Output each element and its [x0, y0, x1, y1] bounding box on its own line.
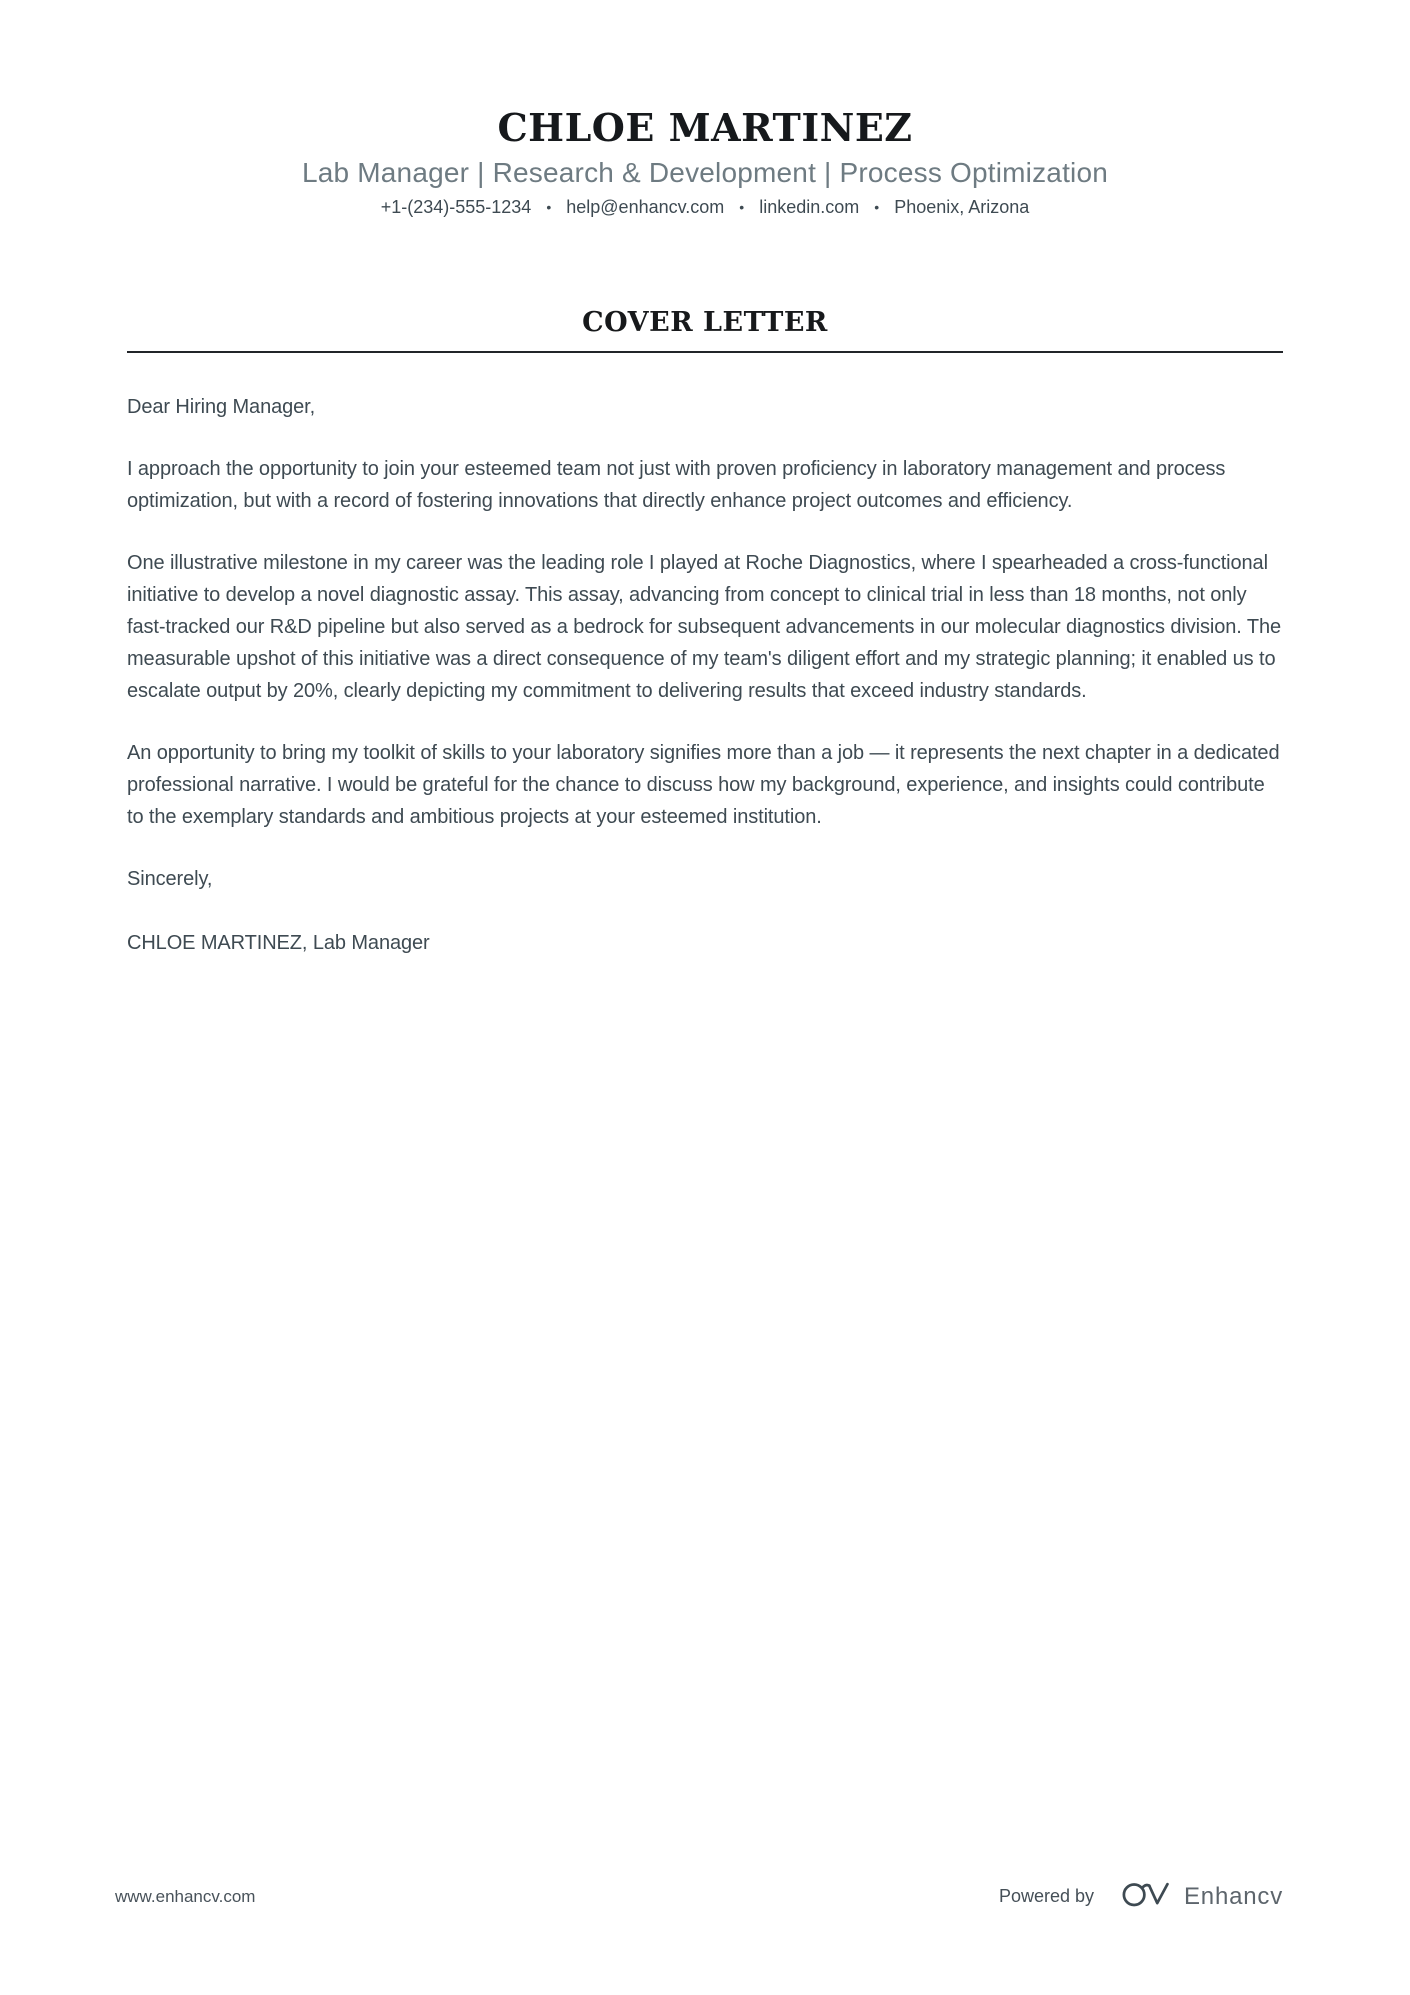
bullet-separator-icon: •	[546, 199, 552, 215]
section-title: COVER LETTER	[582, 307, 828, 338]
website-link[interactable]: www.enhancv.com	[115, 1886, 256, 1906]
contact-location: Phoenix, Arizona	[894, 197, 1030, 217]
powered-by-group	[999, 1878, 1283, 1915]
enhancv-wordmark: Enhancv	[1184, 1882, 1283, 1910]
salutation: Dear Hiring Manager,	[127, 396, 316, 418]
page-footer	[115, 1878, 1283, 1915]
signature: CHLOE MARTINEZ, Lab Manager	[127, 932, 430, 954]
paragraph: I approach the opportunity to join your esteemed team not just with proven proficiency in laboratory management and process optimization, but with a record of fostering innovations that directly enhance project outcomes and efficiency.	[127, 458, 1226, 512]
contact-phone: +1-(234)-555-1234	[380, 197, 532, 217]
powered-by-label: Powered by	[998, 1886, 1094, 1906]
bullet-separator-icon: •	[874, 199, 880, 215]
candidate-headline: Lab Manager | Research & Development | Process Optimization	[301, 157, 1109, 188]
candidate-name: CHLOE MARTINEZ	[497, 105, 913, 150]
contact-email[interactable]: help@enhancv.com	[566, 197, 725, 217]
closing: Sincerely,	[127, 868, 213, 890]
enhancv-infinity-icon	[1122, 1878, 1172, 1915]
letter-text	[127, 391, 1283, 959]
letter-header	[0, 0, 1410, 220]
letter-body-section	[127, 308, 1283, 959]
paragraph: An opportunity to bring my toolkit of skills to your laboratory signifies more than a job — it represents the next chapter in a dedicated professional narrative. I would be grateful for the chance to discuss how my background, experience, and insights could contribute to the exemplary standards and ambitious projects at your esteemed institution.	[127, 742, 1280, 828]
title-divider	[127, 351, 1283, 353]
paragraph: One illustrative milestone in my career was the leading role I played at Roche Diagnostics, where I spearheaded a cross-functional initiative to develop a novel diagnostic assay. This assay, advancing from concept to clinical trial in less than 18 months, not only fast-tracked our R&D pipeline but also served as a bedrock for subsequent advancements in our molecular diagnostics division. The measurable upshot of this initiative was a direct consequence of my team's diligent effort and my strategic planning; it enabled us to escalate output by 20%, clearly depicting my commitment to delivering results that exceed industry standards.	[127, 552, 1282, 702]
contact-line	[0, 194, 1410, 220]
bullet-separator-icon: •	[739, 199, 745, 215]
contact-linkedin[interactable]: linkedin.com	[759, 197, 860, 217]
enhancv-brand-link[interactable]	[1122, 1878, 1283, 1915]
